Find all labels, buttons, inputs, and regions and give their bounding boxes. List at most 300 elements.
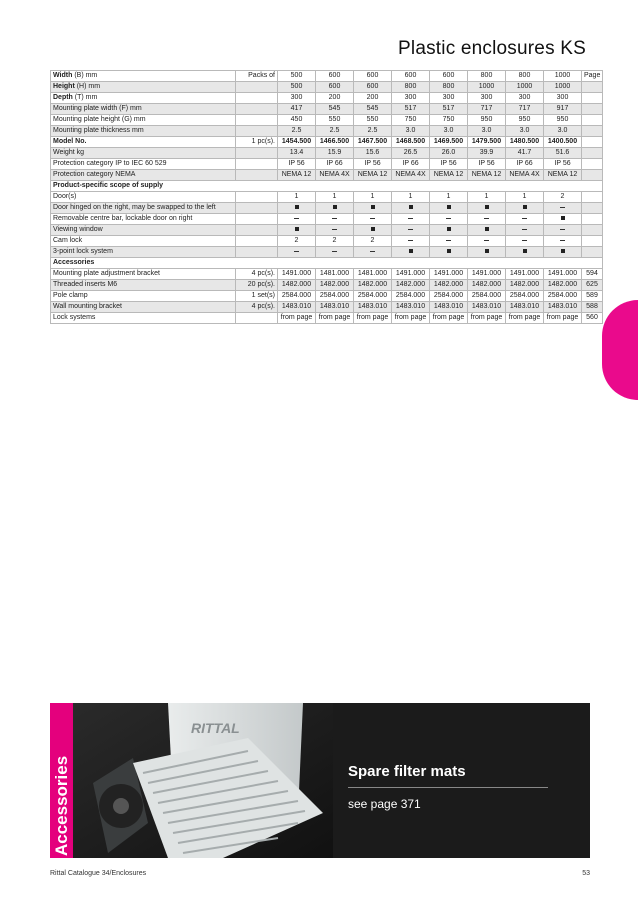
value-cell: 2	[278, 236, 316, 247]
value-cell: IP 56	[468, 159, 506, 170]
row-label-text: (B) mm	[72, 72, 98, 79]
table-row	[51, 148, 603, 159]
value-cell: 1000	[468, 82, 506, 93]
value-cell: NEMA 4X	[506, 170, 544, 181]
value-cell: 1483.010	[544, 302, 582, 313]
included-square-icon	[468, 225, 506, 236]
not-included-dash-icon	[544, 203, 582, 214]
value-cell: IP 56	[430, 159, 468, 170]
accessories-banner	[50, 703, 590, 858]
value-cell: 517	[392, 104, 430, 115]
not-included-dash-icon	[430, 236, 468, 247]
not-included-dash-icon	[392, 214, 430, 225]
included-square-icon	[430, 225, 468, 236]
packs-cell: 1 set(s)	[236, 291, 278, 302]
table-row	[51, 291, 603, 302]
value-cell: 750	[392, 115, 430, 126]
row-label	[51, 148, 236, 159]
value-cell: 1	[506, 192, 544, 203]
table-row	[51, 71, 603, 82]
value-cell: 517	[430, 104, 468, 115]
value-cell: from page	[354, 313, 392, 324]
value-cell: 800	[430, 82, 468, 93]
accessories-label: Accessories	[52, 755, 71, 856]
filled-square-icon	[485, 249, 489, 253]
page-cell	[582, 115, 603, 126]
packs-cell	[236, 148, 278, 159]
value-cell: 1482.000	[354, 280, 392, 291]
packs-cell	[236, 126, 278, 137]
page-cell	[582, 214, 603, 225]
packs-cell: 1 pc(s).	[236, 137, 278, 148]
value-cell: 1483.010	[278, 302, 316, 313]
page-cell: Page	[582, 71, 603, 82]
filled-square-icon	[295, 227, 299, 231]
value-cell: 750	[430, 115, 468, 126]
value-cell: 39.9	[468, 148, 506, 159]
value-cell: 1483.010	[468, 302, 506, 313]
value-cell: 1000	[544, 82, 582, 93]
value-cell: IP 56	[278, 159, 316, 170]
not-included-dash-icon	[430, 214, 468, 225]
value-cell: 2584.000	[544, 291, 582, 302]
included-square-icon	[392, 203, 430, 214]
not-included-dash-icon	[468, 236, 506, 247]
rittal-logo: RITTAL	[191, 720, 240, 736]
value-cell: IP 56	[544, 159, 582, 170]
value-cell: 600	[430, 71, 468, 82]
page-cell: 589	[582, 291, 603, 302]
row-label: Mounting plate adjustment bracket	[51, 269, 236, 280]
page-cell	[582, 192, 603, 203]
filled-square-icon	[371, 227, 375, 231]
value-cell: NEMA 4X	[392, 170, 430, 181]
table-row	[51, 137, 603, 148]
row-label: Door hinged on the right, may be swapped to the left	[51, 203, 236, 214]
dash-icon	[408, 218, 413, 219]
value-cell: 717	[506, 104, 544, 115]
table-row	[51, 170, 603, 181]
value-cell: 51.6	[544, 148, 582, 159]
not-included-dash-icon	[468, 214, 506, 225]
dash-icon	[408, 229, 413, 230]
row-label: Lock systems	[51, 313, 236, 324]
value-cell: 1481.000	[316, 269, 354, 280]
value-cell: 1491.000	[468, 269, 506, 280]
value-cell: 2584.000	[354, 291, 392, 302]
value-cell: 1479.500	[468, 137, 506, 148]
included-square-icon	[468, 203, 506, 214]
value-cell: 1482.000	[430, 280, 468, 291]
table-row	[51, 104, 603, 115]
row-label-text: (H) mm	[74, 83, 101, 90]
value-cell: 1482.000	[544, 280, 582, 291]
dash-icon	[446, 240, 451, 241]
row-label: Removable centre bar, lockable door on right	[51, 214, 236, 225]
value-cell: 3.0	[430, 126, 468, 137]
value-cell: 15.6	[354, 148, 392, 159]
table-row	[51, 225, 603, 236]
row-label	[51, 170, 236, 181]
value-cell: 2584.000	[278, 291, 316, 302]
packs-cell	[236, 225, 278, 236]
value-cell: 1483.010	[430, 302, 468, 313]
packs-cell	[236, 82, 278, 93]
value-cell: IP 66	[392, 159, 430, 170]
page-cell: 560	[582, 313, 603, 324]
dash-icon	[370, 251, 375, 252]
row-label-text: Weight kg	[53, 149, 84, 156]
value-cell: 2584.000	[468, 291, 506, 302]
value-cell: from page	[468, 313, 506, 324]
value-cell: 1454.500	[278, 137, 316, 148]
value-cell: 600	[392, 71, 430, 82]
filter-fan-photo	[73, 703, 333, 858]
row-label: Wall mounting bracket	[51, 302, 236, 313]
table-row	[51, 269, 603, 280]
value-cell: 26.5	[392, 148, 430, 159]
row-label: Door(s)	[51, 192, 236, 203]
value-cell: 417	[278, 104, 316, 115]
value-cell: 15.9	[316, 148, 354, 159]
filled-square-icon	[447, 249, 451, 253]
included-square-icon	[278, 203, 316, 214]
page-cell	[582, 148, 603, 159]
page-cell	[582, 93, 603, 104]
not-included-dash-icon	[316, 225, 354, 236]
chapter-tab	[602, 300, 638, 400]
row-label-text: Mounting plate thickness mm	[53, 127, 144, 134]
value-cell: 3.0	[392, 126, 430, 137]
filled-square-icon	[485, 205, 489, 209]
row-label: 3-point lock system	[51, 247, 236, 258]
table-row	[51, 203, 603, 214]
row-label-bold: Depth	[53, 94, 73, 101]
value-cell: 300	[506, 93, 544, 104]
not-included-dash-icon	[354, 214, 392, 225]
dash-icon	[332, 218, 337, 219]
packs-cell	[236, 313, 278, 324]
page-cell: 594	[582, 269, 603, 280]
included-square-icon	[354, 225, 392, 236]
row-label	[51, 82, 236, 93]
value-cell: from page	[544, 313, 582, 324]
value-cell: 300	[468, 93, 506, 104]
row-label	[51, 71, 236, 82]
value-cell: 2584.000	[430, 291, 468, 302]
value-cell: 600	[316, 71, 354, 82]
dash-icon	[294, 218, 299, 219]
filled-square-icon	[409, 249, 413, 253]
table-row	[51, 280, 603, 291]
packs-cell	[236, 159, 278, 170]
row-label-bold: Model No.	[53, 138, 87, 145]
value-cell: NEMA 12	[278, 170, 316, 181]
accessories-strip	[50, 703, 73, 858]
value-cell: 1481.000	[354, 269, 392, 280]
value-cell: 1467.500	[354, 137, 392, 148]
included-square-icon	[278, 225, 316, 236]
row-label: Threaded inserts M6	[51, 280, 236, 291]
filled-square-icon	[371, 205, 375, 209]
value-cell: 1482.000	[278, 280, 316, 291]
value-cell: 800	[468, 71, 506, 82]
value-cell: NEMA 4X	[316, 170, 354, 181]
packs-cell	[236, 93, 278, 104]
dash-icon	[332, 229, 337, 230]
value-cell: 1000	[506, 82, 544, 93]
packs-cell	[236, 104, 278, 115]
value-cell: 500	[278, 71, 316, 82]
table-row	[51, 192, 603, 203]
filled-square-icon	[447, 205, 451, 209]
packs-cell	[236, 247, 278, 258]
value-cell: 3.0	[468, 126, 506, 137]
value-cell: 1491.000	[430, 269, 468, 280]
included-square-icon	[544, 214, 582, 225]
row-label	[51, 115, 236, 126]
page-cell	[582, 247, 603, 258]
value-cell: 2	[354, 236, 392, 247]
value-cell: from page	[316, 313, 354, 324]
row-label	[51, 104, 236, 115]
value-cell: 917	[544, 104, 582, 115]
value-cell: 200	[354, 93, 392, 104]
section-header-row	[51, 181, 603, 192]
value-cell: 2.5	[278, 126, 316, 137]
dash-icon	[560, 207, 565, 208]
value-cell: 1469.500	[430, 137, 468, 148]
included-square-icon	[354, 203, 392, 214]
included-square-icon	[468, 247, 506, 258]
included-square-icon	[506, 203, 544, 214]
value-cell: 1482.000	[506, 280, 544, 291]
packs-cell: 20 pc(s).	[236, 280, 278, 291]
row-label	[51, 137, 236, 148]
not-included-dash-icon	[354, 247, 392, 258]
row-label-text: Protection category IP to IEC 60 529	[53, 160, 167, 167]
dash-icon	[522, 218, 527, 219]
value-cell: 300	[430, 93, 468, 104]
table-row	[51, 115, 603, 126]
included-square-icon	[430, 247, 468, 258]
value-cell: 1483.010	[392, 302, 430, 313]
banner-divider	[348, 787, 548, 788]
page-cell: 588	[582, 302, 603, 313]
dash-icon	[408, 240, 413, 241]
page-cell: 625	[582, 280, 603, 291]
table-row	[51, 82, 603, 93]
value-cell: 1	[430, 192, 468, 203]
footer-catalogue: Rittal Catalogue 34/Enclosures	[50, 870, 147, 877]
value-cell: IP 56	[354, 159, 392, 170]
page-cell	[582, 225, 603, 236]
value-cell: 1482.000	[468, 280, 506, 291]
footer-page-number: 53	[582, 870, 590, 877]
not-included-dash-icon	[278, 247, 316, 258]
packs-cell: 4 pc(s).	[236, 302, 278, 313]
included-square-icon	[506, 247, 544, 258]
dash-icon	[522, 229, 527, 230]
banner-heading: Spare filter mats	[348, 763, 466, 780]
dash-icon	[484, 218, 489, 219]
row-label-bold: Width	[53, 72, 73, 79]
value-cell: 550	[354, 115, 392, 126]
filled-square-icon	[561, 216, 565, 220]
value-cell: 600	[354, 82, 392, 93]
value-cell: 1482.000	[392, 280, 430, 291]
value-cell: 1491.000	[506, 269, 544, 280]
value-cell: 950	[506, 115, 544, 126]
value-cell: 300	[278, 93, 316, 104]
not-included-dash-icon	[392, 225, 430, 236]
value-cell: 600	[354, 71, 392, 82]
filled-square-icon	[523, 249, 527, 253]
not-included-dash-icon	[544, 225, 582, 236]
value-cell: 3.0	[544, 126, 582, 137]
value-cell: 1	[468, 192, 506, 203]
not-included-dash-icon	[316, 247, 354, 258]
value-cell: 2584.000	[392, 291, 430, 302]
value-cell: 545	[316, 104, 354, 115]
page-cell	[582, 137, 603, 148]
value-cell: 1000	[544, 71, 582, 82]
value-cell: IP 66	[506, 159, 544, 170]
page-cell	[582, 126, 603, 137]
value-cell: 1466.500	[316, 137, 354, 148]
value-cell: 300	[392, 93, 430, 104]
value-cell: 2584.000	[506, 291, 544, 302]
row-label-text: Protection category NEMA	[53, 171, 136, 178]
value-cell: 200	[316, 93, 354, 104]
value-cell: 2	[544, 192, 582, 203]
row-label-text: (T) mm	[72, 94, 98, 101]
dash-icon	[332, 251, 337, 252]
value-cell: 550	[316, 115, 354, 126]
packs-cell	[236, 236, 278, 247]
value-cell: 1468.500	[392, 137, 430, 148]
value-cell: 1	[354, 192, 392, 203]
dash-icon	[560, 240, 565, 241]
value-cell: 1480.500	[506, 137, 544, 148]
row-label	[51, 93, 236, 104]
filled-square-icon	[409, 205, 413, 209]
value-cell: NEMA 12	[468, 170, 506, 181]
packs-cell	[236, 203, 278, 214]
spec-table-body	[51, 71, 603, 324]
value-cell: 1482.000	[316, 280, 354, 291]
value-cell: 800	[506, 71, 544, 82]
table-row	[51, 247, 603, 258]
value-cell: 1483.010	[316, 302, 354, 313]
row-label: Viewing window	[51, 225, 236, 236]
section-title: Accessories	[51, 258, 603, 269]
value-cell: 1	[392, 192, 430, 203]
value-cell: NEMA 12	[544, 170, 582, 181]
packs-cell: Packs of	[236, 71, 278, 82]
value-cell: 1483.010	[354, 302, 392, 313]
table-row	[51, 214, 603, 225]
table-row	[51, 236, 603, 247]
value-cell: 2	[316, 236, 354, 247]
table-row	[51, 313, 603, 324]
dash-icon	[370, 218, 375, 219]
page-cell	[582, 82, 603, 93]
dash-icon	[484, 240, 489, 241]
included-square-icon	[316, 203, 354, 214]
row-label-text: Mounting plate height (G) mm	[53, 116, 146, 123]
value-cell: from page	[506, 313, 544, 324]
table-row	[51, 302, 603, 313]
value-cell: 2584.000	[316, 291, 354, 302]
section-title: Product-specific scope of supply	[51, 181, 603, 192]
filled-square-icon	[485, 227, 489, 231]
included-square-icon	[544, 247, 582, 258]
page-cell	[582, 104, 603, 115]
value-cell: 41.7	[506, 148, 544, 159]
packs-cell	[236, 192, 278, 203]
value-cell: 1	[316, 192, 354, 203]
row-label	[51, 159, 236, 170]
value-cell: 800	[392, 82, 430, 93]
not-included-dash-icon	[506, 225, 544, 236]
value-cell: 13.4	[278, 148, 316, 159]
page-cell	[582, 159, 603, 170]
not-included-dash-icon	[392, 236, 430, 247]
value-cell: 950	[544, 115, 582, 126]
packs-cell	[236, 214, 278, 225]
value-cell: from page	[430, 313, 468, 324]
included-square-icon	[430, 203, 468, 214]
value-cell: 450	[278, 115, 316, 126]
not-included-dash-icon	[316, 214, 354, 225]
value-cell: 3.0	[506, 126, 544, 137]
not-included-dash-icon	[544, 236, 582, 247]
page-title: Plastic enclosures KS	[398, 38, 586, 59]
value-cell: 2.5	[316, 126, 354, 137]
not-included-dash-icon	[278, 214, 316, 225]
included-square-icon	[392, 247, 430, 258]
row-label	[51, 126, 236, 137]
value-cell: 1491.000	[278, 269, 316, 280]
value-cell: 1400.500	[544, 137, 582, 148]
section-header-row	[51, 258, 603, 269]
value-cell: 26.0	[430, 148, 468, 159]
filled-square-icon	[295, 205, 299, 209]
spec-table	[50, 70, 603, 324]
row-label-text: Mounting plate width (F) mm	[53, 105, 142, 112]
value-cell: 600	[316, 82, 354, 93]
dash-icon	[522, 240, 527, 241]
value-cell: 300	[544, 93, 582, 104]
not-included-dash-icon	[506, 236, 544, 247]
page-cell	[582, 236, 603, 247]
packs-cell	[236, 115, 278, 126]
filled-square-icon	[561, 249, 565, 253]
value-cell: 1491.000	[544, 269, 582, 280]
table-row	[51, 93, 603, 104]
packs-cell: 4 pc(s).	[236, 269, 278, 280]
value-cell: 1491.000	[392, 269, 430, 280]
page-cell	[582, 170, 603, 181]
table-row	[51, 159, 603, 170]
value-cell: 1483.010	[506, 302, 544, 313]
dash-icon	[560, 229, 565, 230]
row-label: Cam lock	[51, 236, 236, 247]
row-label: Pole clamp	[51, 291, 236, 302]
value-cell: NEMA 12	[354, 170, 392, 181]
value-cell: from page	[392, 313, 430, 324]
